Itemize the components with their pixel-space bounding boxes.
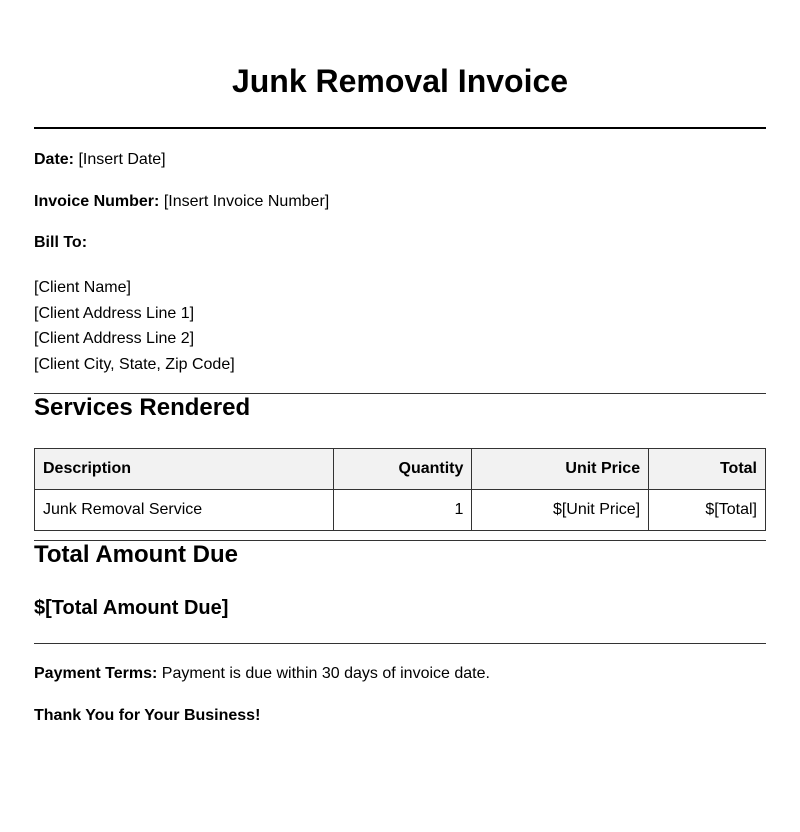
client-address-line-1: [Client Address Line 1] bbox=[34, 304, 195, 322]
column-header-unit-price: Unit Price bbox=[472, 448, 649, 489]
thank-you-text: Thank You for Your Business! bbox=[34, 706, 261, 724]
bill-to-label: Bill To: bbox=[34, 234, 88, 251]
bill-to-line bbox=[34, 233, 766, 253]
table-header-row bbox=[35, 448, 766, 489]
invoice-number-line bbox=[34, 192, 766, 212]
client-name: [Client Name] bbox=[34, 279, 131, 296]
cell-quantity: 1 bbox=[333, 489, 472, 530]
invoice-number-value: [Insert Invoice Number] bbox=[163, 193, 330, 210]
services-title: Services Rendered bbox=[34, 393, 251, 421]
cell-total: $[Total] bbox=[649, 489, 766, 530]
client-address-line-2: [Client Address Line 2] bbox=[34, 330, 195, 348]
date-line bbox=[34, 150, 766, 170]
invoice-number-label: Invoice Number: bbox=[34, 193, 160, 210]
total-due-amount: $[Total Amount Due] bbox=[34, 596, 229, 619]
client-address bbox=[34, 275, 766, 378]
page-title: Junk Removal Invoice bbox=[231, 63, 569, 99]
client-city-state-zip: [Client City, State, Zip Code] bbox=[34, 356, 235, 374]
cell-unit-price: $[Unit Price] bbox=[472, 489, 649, 530]
services-table bbox=[34, 448, 766, 531]
payment-terms-line bbox=[34, 664, 766, 684]
column-header-description: Description bbox=[35, 448, 334, 489]
column-header-total: Total bbox=[649, 448, 766, 489]
date-value: [Insert Date] bbox=[78, 151, 166, 168]
table-row bbox=[35, 489, 766, 530]
total-due-title: Total Amount Due bbox=[34, 540, 238, 568]
payment-terms-value: Payment is due within 30 days of invoice date. bbox=[161, 664, 490, 682]
date-label: Date: bbox=[34, 151, 75, 168]
invoice-page bbox=[34, 0, 766, 726]
section-divider bbox=[34, 643, 766, 644]
cell-description: Junk Removal Service bbox=[35, 489, 334, 530]
thank-you-line bbox=[34, 706, 766, 726]
column-header-quantity: Quantity bbox=[333, 448, 472, 489]
payment-terms-label: Payment Terms: bbox=[34, 664, 158, 682]
title-divider bbox=[34, 127, 766, 129]
